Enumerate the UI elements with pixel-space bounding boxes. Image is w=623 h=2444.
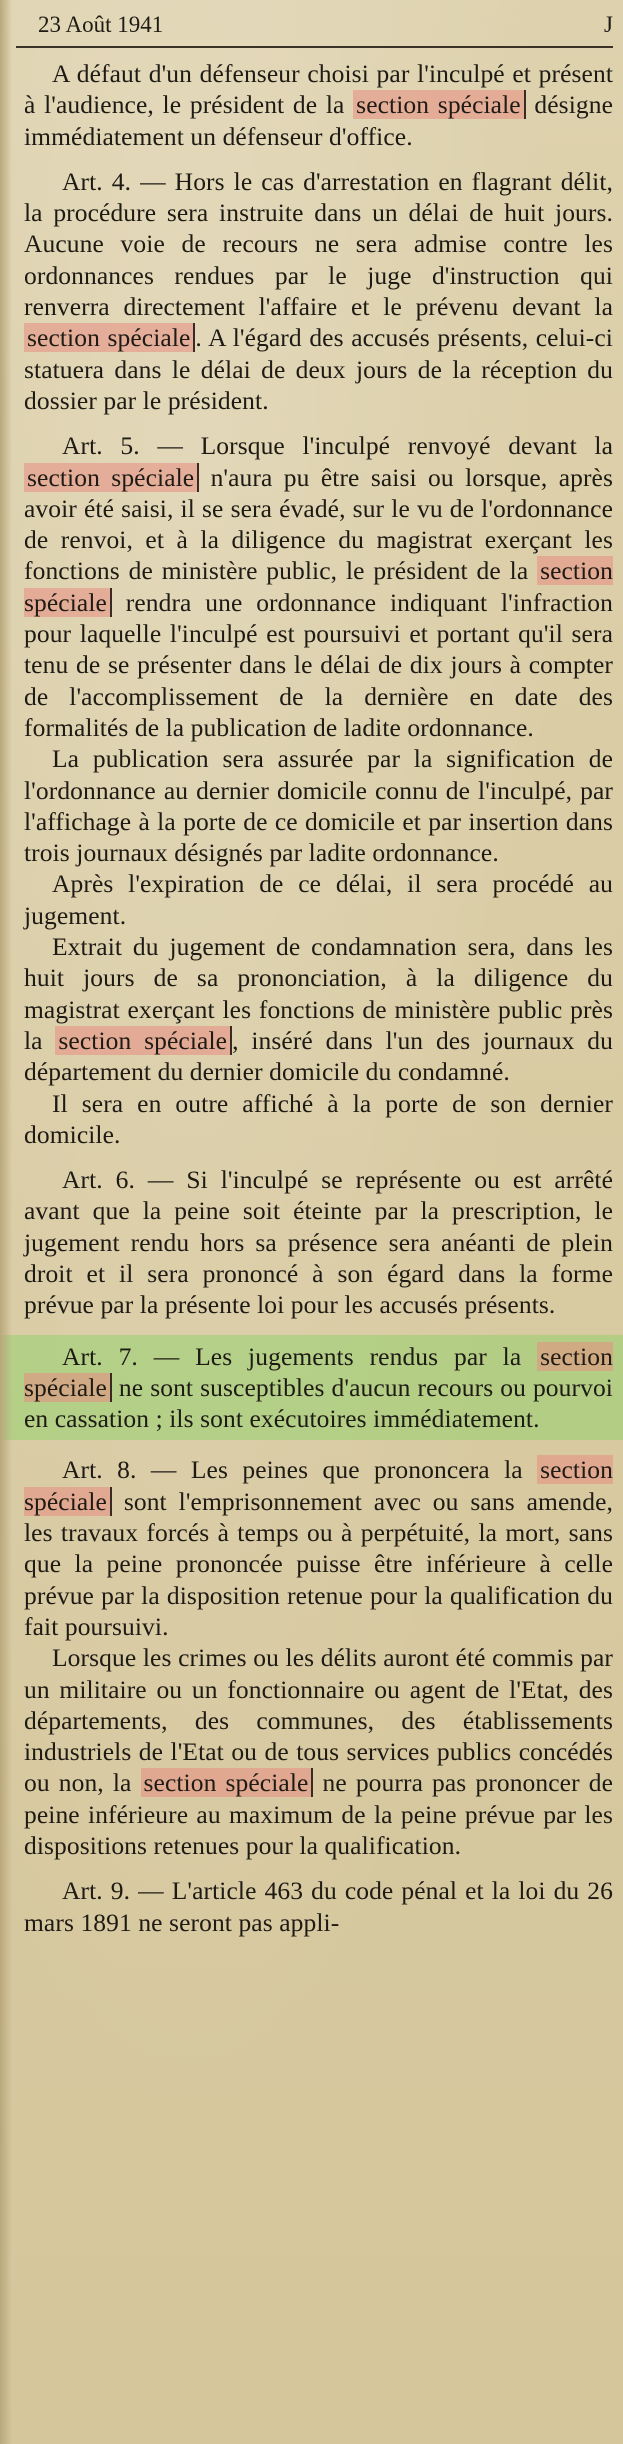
article-5-paragraph-5: Il sera en outre affiché à la porte de son dernier domicile. — [24, 1088, 613, 1149]
article-7-paragraph — [24, 1341, 613, 1435]
text-run: sont l'emprisonnement avec ou sans amende, les travaux forcés à temps ou à perpétuité, la mort, sans que la peine prononcée puisse être inférieure à celle prévue par la disposition retenue pour la qualification du fait poursuivi. — [24, 1486, 613, 1641]
text-run: rendra une ordonnance indiquant l'infraction pour laquelle l'inculpé est poursuivi et portant qu'il sera tenu de se présenter dans le délai de dix jours à compter de l'accomplissement de la dernière en date des formalités de la publication de ladite ordonnance. — [24, 587, 613, 742]
header-page-letter: J — [604, 12, 613, 37]
article-5-paragraph-3: Après l'expiration de ce délai, il sera procédé au jugement. — [24, 869, 613, 930]
highlight-section-speciale: section spéciale — [24, 1341, 613, 1402]
text-run: ne pourra pas prononcer de peine inférieure au maximum de la peine prévue par les dispositions retenues pour la qualification. — [24, 1768, 613, 1861]
page-header — [16, 6, 613, 48]
text-run: Art. 8. — Les peines que prononcera la — [62, 1455, 538, 1485]
highlight-section-speciale: section spéciale — [55, 1026, 232, 1055]
text-run: A défaut d'un défenseur choisi par l'inculpé et présent à l'audience, le président de la — [24, 59, 613, 120]
article-8 — [24, 1454, 613, 1861]
header-date: 23 Août 1941 — [38, 12, 164, 37]
highlight-section-speciale: section spéciale — [24, 323, 195, 352]
article-7-highlighted — [0, 1335, 623, 1441]
highlight-section-speciale: section spéciale — [353, 90, 526, 119]
highlight-section-speciale: section spéciale — [24, 463, 199, 492]
highlight-section-speciale: section spéciale — [24, 556, 613, 617]
article-5-paragraph-1 — [24, 430, 613, 743]
text-run: n'aura pu être saisi ou lorsque, après avoir été saisi, il se sera évadé, sur le vu de l'ordonnance de renvoi, et à la diligence du magistrat exerçant les fonctions de ministère public, le président de la — [24, 462, 613, 586]
text-run: . A l'égard des accusés présents, celui-ci statuera dans le délai de deux jours de la réception du dossier par le président. — [24, 323, 613, 415]
text-run: désigne immédiatement un défenseur d'office. — [24, 90, 614, 151]
text-run: Lorsque les crimes ou les délits auront été commis par un militaire ou un fonctionnaire ou agent de l'Etat, des départements, des communes, des établissements industriels de l'Etat ou de tous services publics concédés ou non, la — [24, 1643, 613, 1798]
text-run: Art. 4. — Hors le cas d'arrestation en flagrant délit, la procédure sera instruite dans un délai de huit jours. Aucune voie de recours ne sera admise contre les ordonnances rendues par le juge d'instruction qui renverra directement l'affaire et le prévenu devant la — [24, 166, 613, 322]
text-run: ne sont susceptibles d'aucun recours ou pourvoi en cassation ; ils sont exécutoires immédiatement. — [24, 1372, 613, 1434]
text-run: Extrait du jugement de condamnation sera, dans les huit jours de sa prononciation, à la diligence du magistrat exerçant les fonctions de ministère public près la — [24, 932, 613, 1055]
text-run: Art. 7. — Les jugements rendus par la — [62, 1341, 538, 1371]
article-9-paragraph: Art. 9. — L'article 463 du code pénal et la loi du 26 mars 1891 ne seront pas appli- — [24, 1876, 613, 1937]
article-5 — [24, 430, 613, 1150]
text-run: Art. 5. — Lorsque l'inculpé renvoyé devant la — [62, 431, 613, 461]
text-run: , inséré dans l'un des journaux du département du dernier domicile du condamné. — [24, 1025, 613, 1087]
article-4-paragraph — [24, 166, 613, 416]
article-5-paragraph-4 — [24, 931, 613, 1087]
article-text — [24, 58, 613, 1938]
page-edge-shadow — [0, 0, 12, 2444]
highlight-section-speciale: section spéciale — [141, 1768, 314, 1797]
article-6 — [24, 1164, 613, 1320]
article-5-paragraph-2: La publication sera assurée par la signification de l'ordonnance au dernier domicile connu de l'inculpé, par l'affichage à la porte de ce domicile et par insertion dans trois journaux désignés par ladite ordonnance. — [24, 744, 613, 868]
article-9 — [24, 1875, 613, 1938]
article-6-paragraph: Art. 6. — Si l'inculpé se représente ou est arrêté avant que la peine soit éteinte par la prescription, le jugement rendu hors sa présence sera anéanti de plein droit et il sera prononcé à son égard dans la forme prévue par la présente loi pour les accusés présents. — [24, 1165, 613, 1320]
article-4 — [24, 166, 613, 416]
highlight-section-speciale: section spéciale — [24, 1455, 613, 1516]
article-8-paragraph-2 — [24, 1642, 613, 1861]
intro-paragraph — [24, 58, 613, 152]
article-8-paragraph-1 — [24, 1454, 613, 1642]
